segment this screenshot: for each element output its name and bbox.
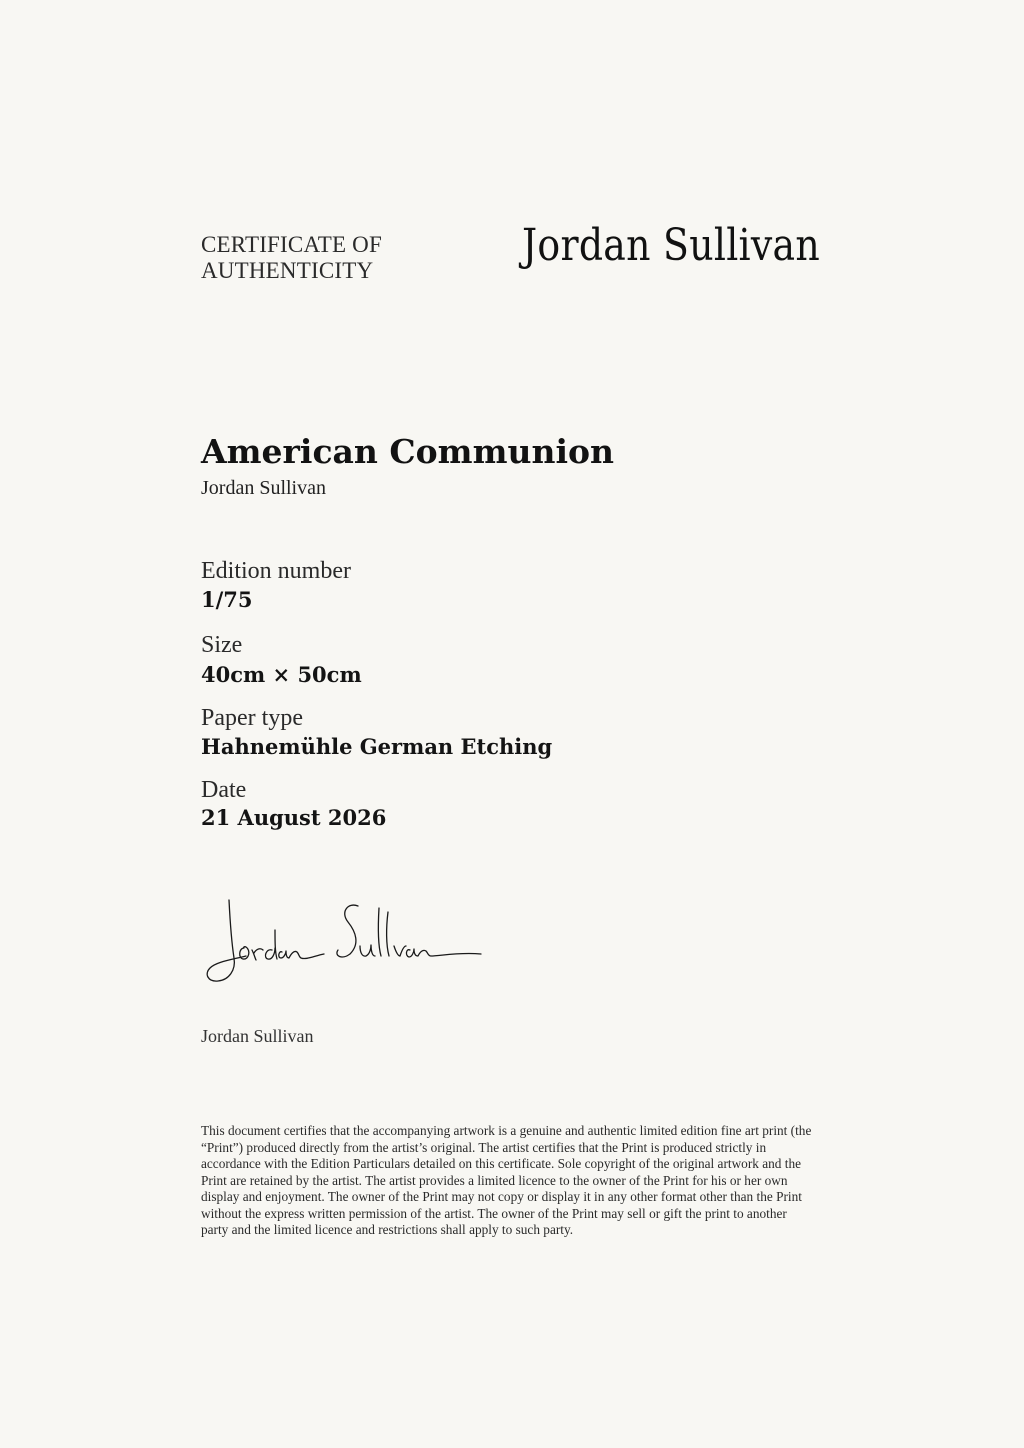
brand-name: Jordan Sullivan — [522, 220, 821, 271]
artwork-artist: Jordan Sullivan — [201, 477, 326, 499]
edition-number-value: 1/75 — [201, 587, 253, 612]
signer-name: Jordan Sullivan — [201, 1026, 314, 1046]
legal-statement: This document certifies that the accompanying artwork is a genuine and authentic limited edition fine art print (the “Print”) produced directly from the artist’s original. The artist certifies that the Print is produced strictly in accordance with the Edition Particulars detailed on this certificate. Sole copyright of the original artwork and the Print are retained by the artist. The artist provides a limited licence to the owner of the Print for his or her own display and enjoyment. The owner of the Print may not copy or display it in any other format other than the Print without the express written permission of the artist. The owner of the Print may sell or gift the print to another party and the limited licence and restrictions shall apply to such party. — [201, 1123, 812, 1237]
handwritten-signature — [196, 890, 496, 990]
edition-number-label: Edition number — [201, 558, 351, 584]
size-label: Size — [201, 632, 243, 658]
paper-type-value: Hahnemühle German Etching — [201, 734, 553, 759]
artwork-title: American Communion — [201, 432, 615, 471]
date-label: Date — [201, 777, 247, 803]
size-value: 40cm × 50cm — [201, 662, 362, 687]
certificate-label: CERTIFICATE OF AUTHENTICITY — [201, 232, 382, 283]
date-value: 21 August 2026 — [201, 805, 387, 830]
paper-type-label: Paper type — [201, 705, 303, 731]
